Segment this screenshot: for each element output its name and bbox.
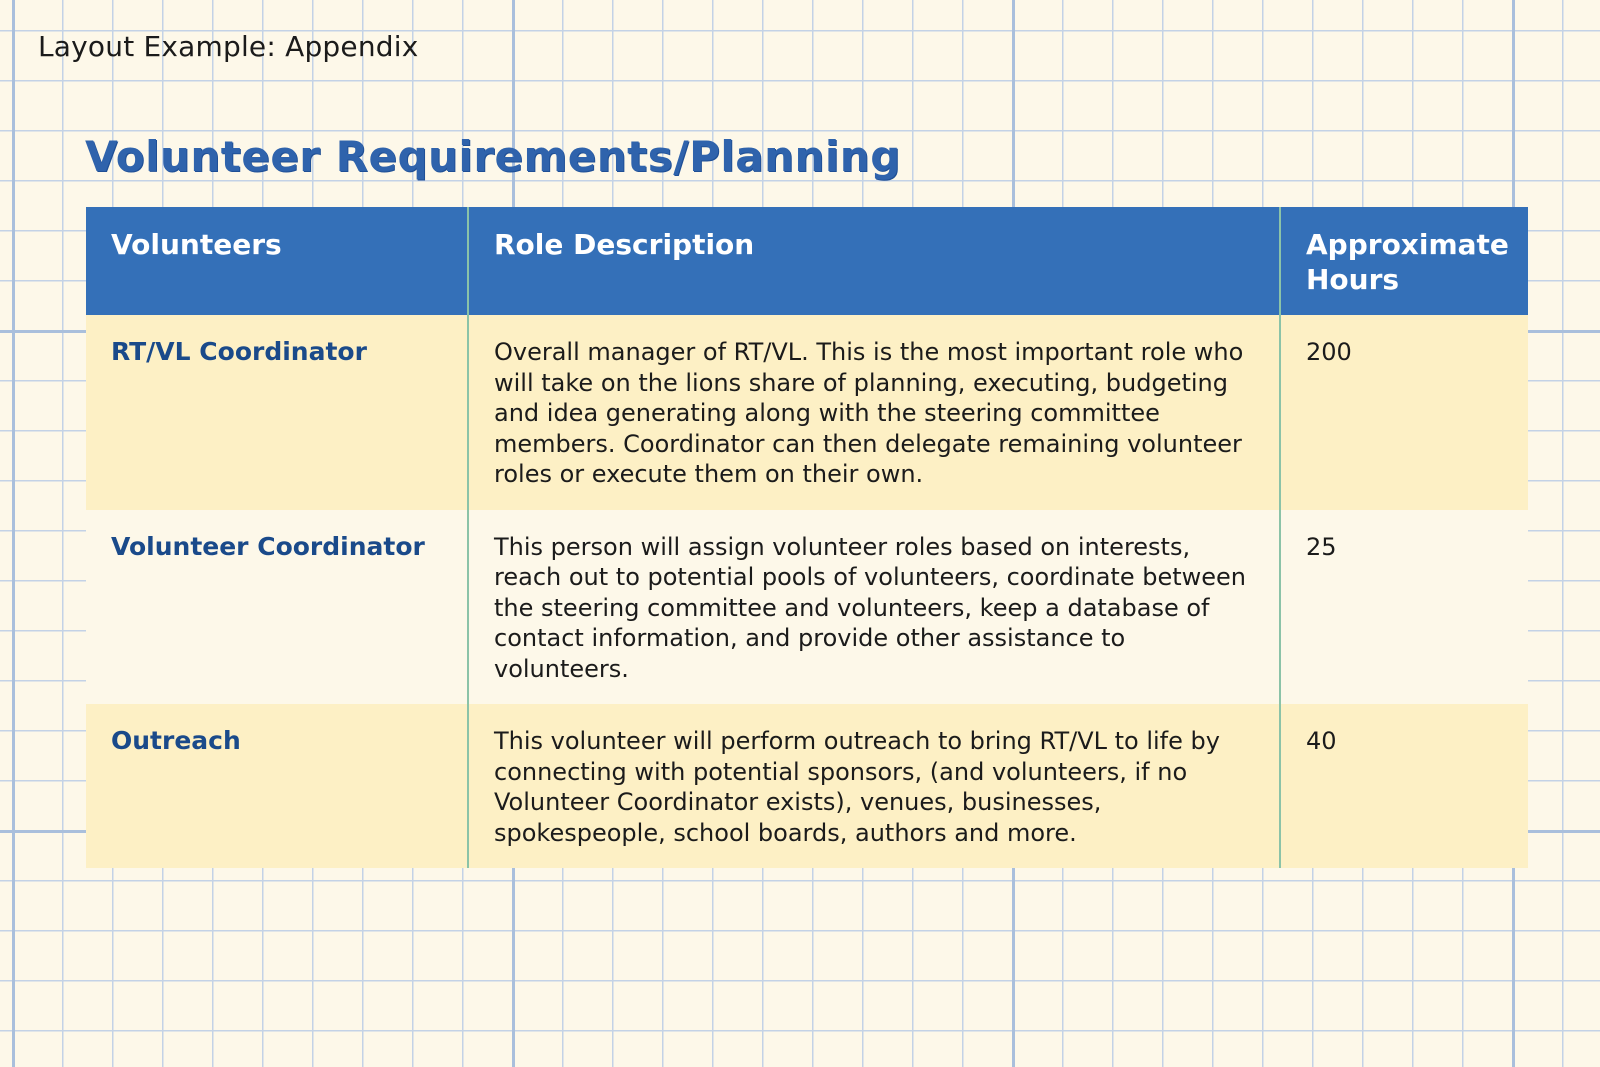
table-header-row: [86, 207, 1528, 315]
volunteer-requirements-table: [86, 207, 1528, 868]
approximate-hours: 25: [1280, 510, 1528, 705]
role-description: This person will assign volunteer roles based on interests, reach out to potential pools of volunteers, coordinate between the steering committee and volunteers, keep a database of contact information, and provide other assistance to volunteers.: [468, 510, 1280, 705]
page-title: Volunteer Requirements/Planning: [85, 132, 901, 181]
volunteer-name: RT/VL Coordinator: [86, 315, 468, 510]
table-row: [86, 315, 1528, 510]
table-row: [86, 704, 1528, 868]
layout-label: Layout Example: Appendix: [38, 30, 419, 63]
header-role-description: Role Description: [468, 207, 1280, 315]
header-volunteers: Volunteers: [86, 207, 468, 315]
table-row: [86, 510, 1528, 705]
volunteer-name: Outreach: [86, 704, 468, 868]
approximate-hours: 40: [1280, 704, 1528, 868]
approximate-hours: 200: [1280, 315, 1528, 510]
role-description: Overall manager of RT/VL. This is the most important role who will take on the lions share of planning, executing, budgeting and idea generating along with the steering committee members. Coordinator can then delegate remaining volunteer roles or execute them on their own.: [468, 315, 1280, 510]
role-description: This volunteer will perform outreach to bring RT/VL to life by connecting with potential sponsors, (and volunteers, if no Volunteer Coordinator exists), venues, businesses, spokespeople, school boards, authors and more.: [468, 704, 1280, 868]
volunteer-name: Volunteer Coordinator: [86, 510, 468, 705]
header-approximate-hours: Approximate Hours: [1280, 207, 1528, 315]
